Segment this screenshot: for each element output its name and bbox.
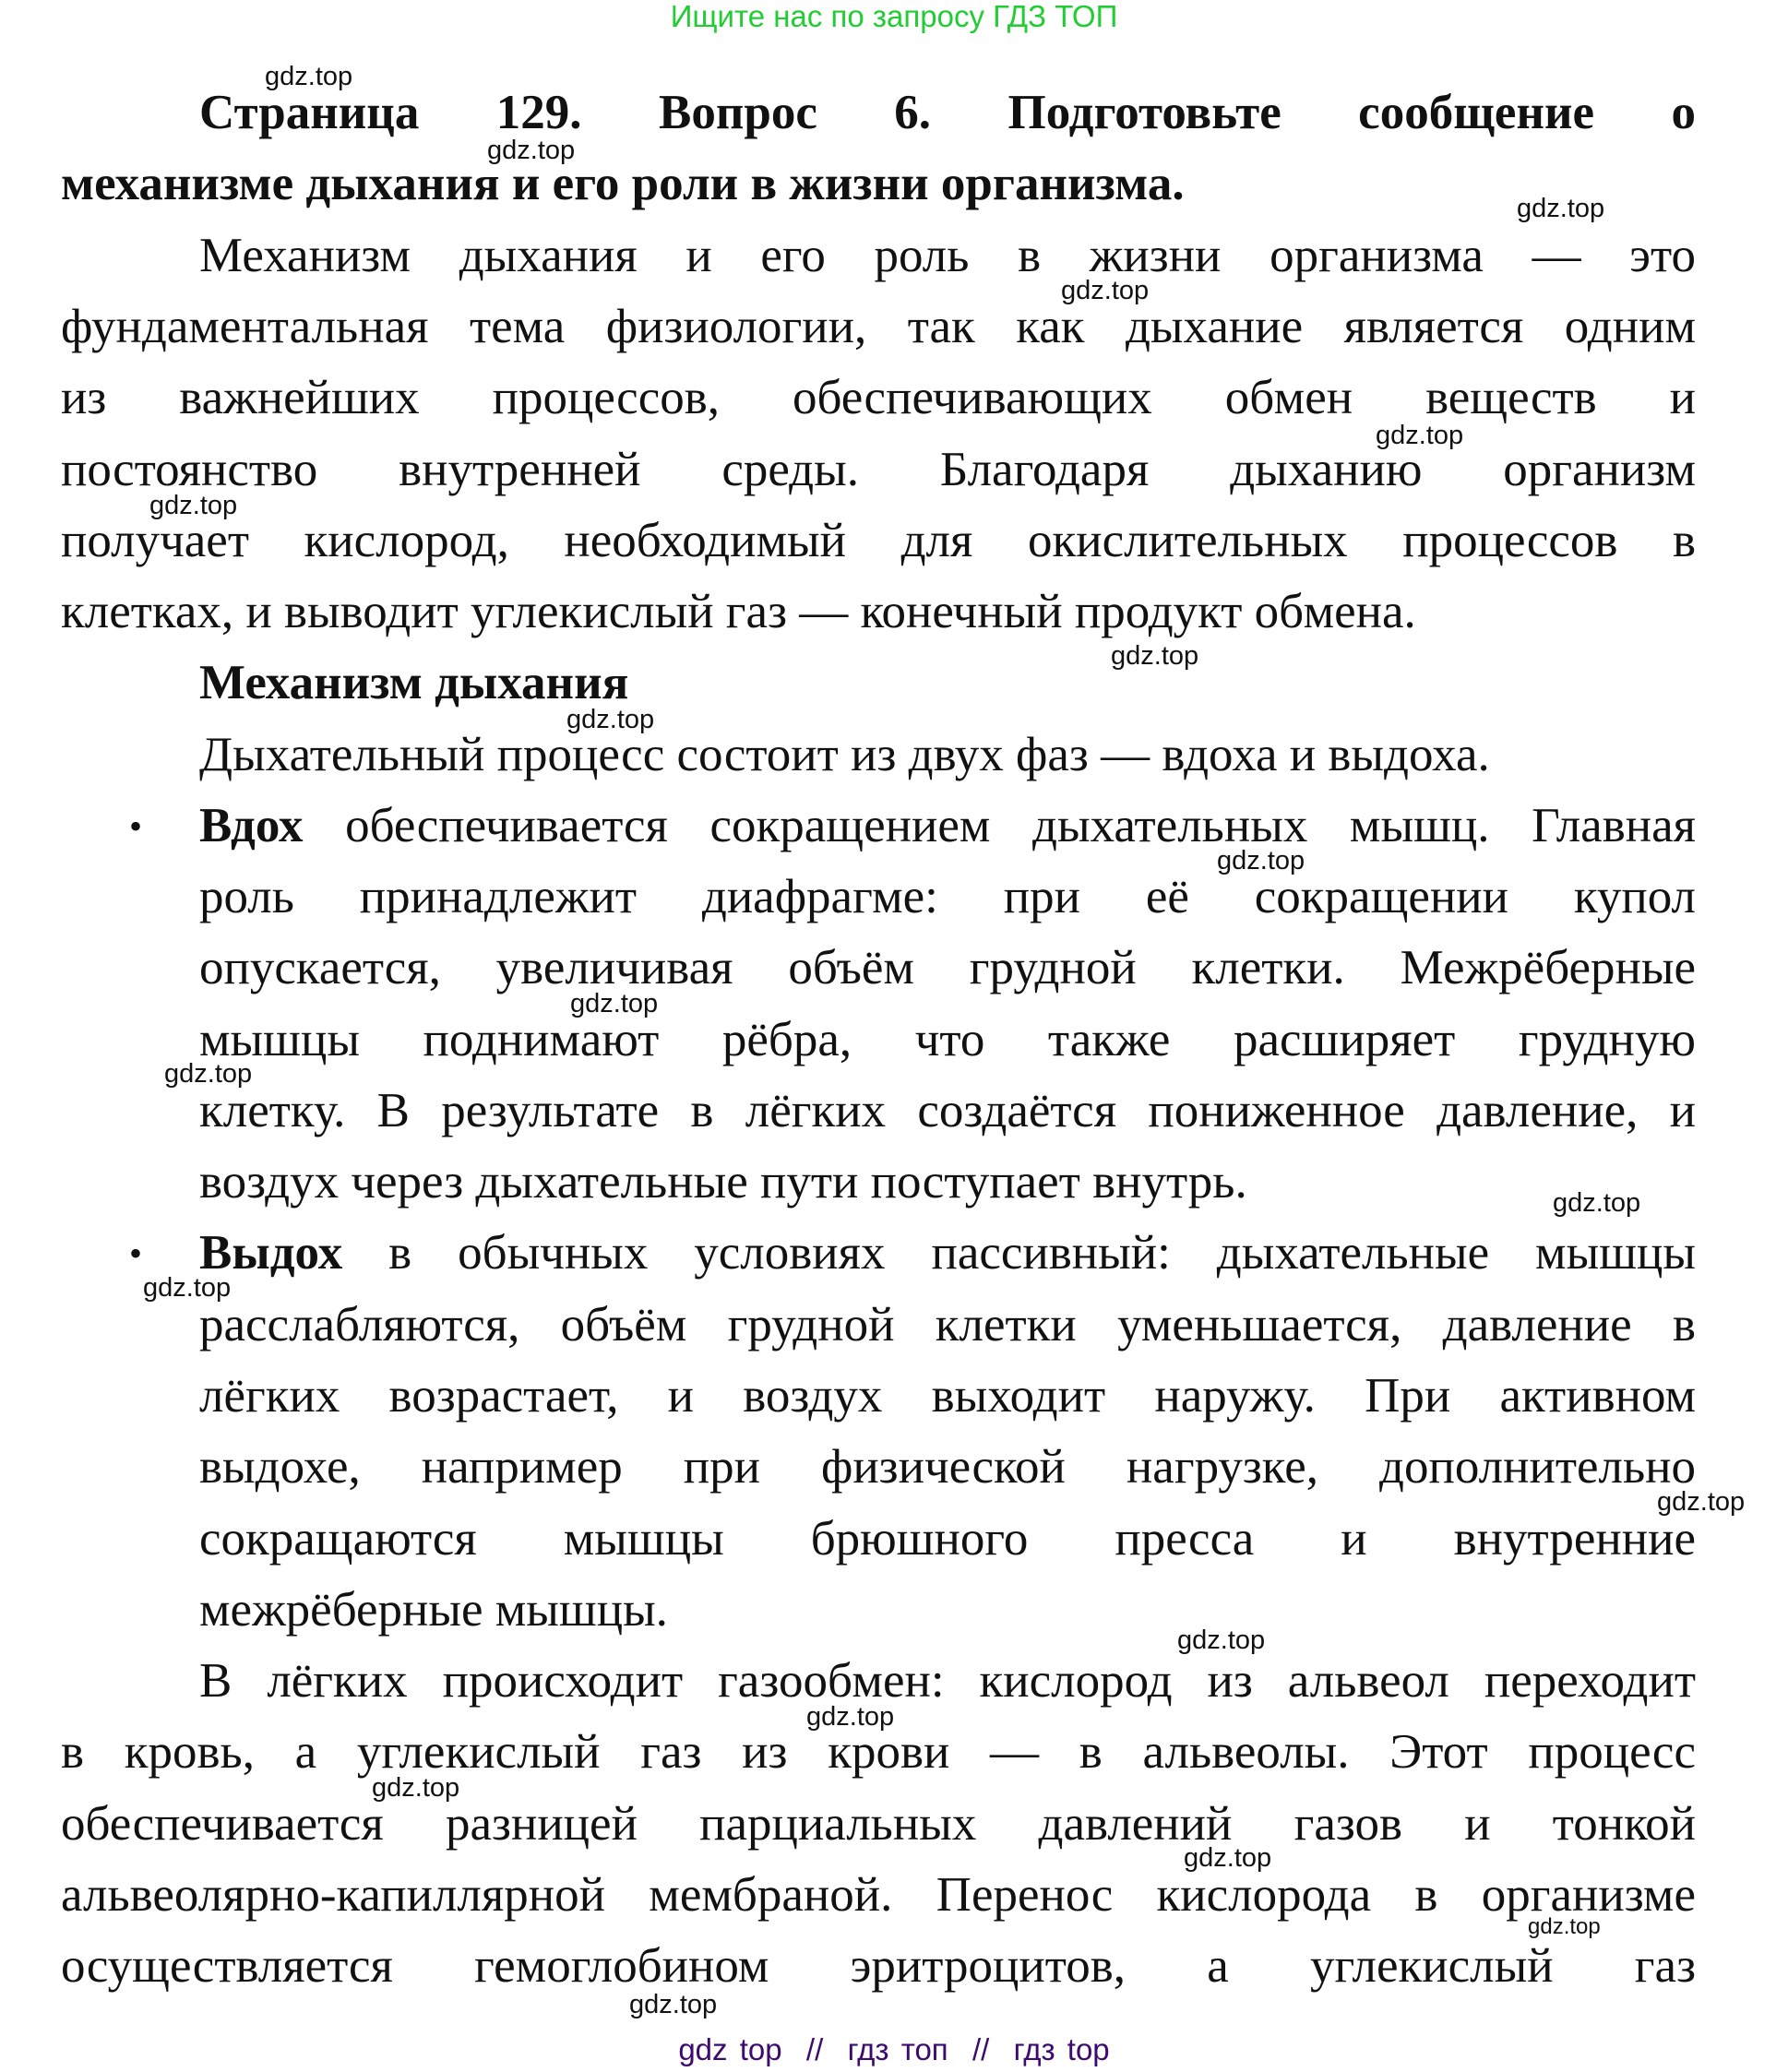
bullet-inhale-line: клетку. В результате в лёгких создаётся пониженное давление, и xyxy=(199,1084,1696,1137)
intro-line: из важнейших процессов, обеспечивающих обмен веществ и xyxy=(61,371,1696,424)
bullet-exhale-line: Выдох в обычных условиях пассивный: дыхательные мышцы xyxy=(199,1226,1696,1280)
gas-exchange-line: в кровь, а углекислый газ из крови — в альвеолы. Этот процесс xyxy=(61,1725,1696,1779)
watermark: gdz.top xyxy=(1553,1188,1641,1218)
watermark: gdz.top xyxy=(265,62,353,91)
bullet-inhale-line: опускается, увеличивая объём грудной клетки. Межрёберные xyxy=(199,941,1696,994)
watermark: gdz.top xyxy=(1376,421,1464,450)
bullet-inhale-line: роль принадлежит диафрагме: при её сокращении купол xyxy=(199,870,1696,923)
intro-line: Механизм дыхания и его роль в жизни организма — это xyxy=(199,229,1696,282)
footer-links[interactable]: gdz top // гдз топ // гдз top xyxy=(678,2032,1110,2066)
term-exhale: Выдох xyxy=(199,1226,343,1280)
watermark: gdz.top xyxy=(164,1059,253,1089)
bullet-exhale-line: выдохе, например при физической нагрузке, дополнительно xyxy=(199,1440,1696,1494)
watermark: gdz.top xyxy=(487,136,576,165)
watermark: gdz.top xyxy=(806,1702,895,1732)
watermark: gdz.top xyxy=(1061,276,1150,305)
watermark: gdz.top xyxy=(1184,1843,1272,1873)
bullet-marker: • xyxy=(129,1232,143,1274)
intro-line: получает кислород, необходимый для окислительных процессов в xyxy=(61,514,1696,567)
bullet-inhale-line: мышцы поднимают рёбра, что также расширяет грудную xyxy=(199,1013,1696,1066)
watermark: gdz.top xyxy=(1517,194,1605,223)
watermark: gdz.top xyxy=(1217,846,1305,875)
bullet-exhale-line: сокращаются мышцы брюшного пресса и внутренние xyxy=(199,1512,1696,1566)
bullet-exhale-line: расслабляются, объём грудной клетки уменьшается, давление в xyxy=(199,1298,1696,1352)
watermark: gdz.top xyxy=(629,1990,718,2019)
bullet-marker: • xyxy=(129,805,143,847)
gas-exchange-line: обеспечивается разницей парциальных давлений газов и тонкой xyxy=(61,1797,1696,1851)
watermark: gdz.top xyxy=(1111,641,1199,671)
watermark: gdz.top xyxy=(566,705,655,734)
bullet-exhale-line: лёгких возрастает, и воздух выходит наружу. При активном xyxy=(199,1369,1696,1423)
bullet-inhale-line: Вдох обеспечивается сокращением дыхательных мышц. Главная xyxy=(199,799,1696,852)
title-line-2: механизме дыхания и его роли в жизни организма. xyxy=(61,157,1185,210)
bullet-inhale-line: воздух через дыхательные пути поступает внутрь. xyxy=(199,1155,1247,1209)
watermark: gdz.top xyxy=(372,1773,460,1803)
watermark: gdz.top xyxy=(1528,1914,1601,1939)
intro-line: клетках, и выводит углекислый газ — конечный продукт обмена. xyxy=(61,585,1416,638)
gas-exchange-line: альвеолярно-капиллярной мембраной. Перенос кислорода в организме xyxy=(61,1868,1696,1922)
gas-exchange-line: осуществляется гемоглобином эритроцитов, а углекислый газ xyxy=(61,1939,1696,1993)
watermark: gdz.top xyxy=(143,1273,232,1303)
watermark: gdz.top xyxy=(570,989,659,1018)
watermark: gdz.top xyxy=(1657,1487,1746,1517)
intro-line: постоянство внутренней среды. Благодаря дыханию организм xyxy=(61,443,1696,496)
section-lead: Дыхательный процесс состоит из двух фаз — вдоха и выдоха. xyxy=(199,728,1490,781)
watermark: gdz.top xyxy=(1177,1625,1266,1655)
promo-banner[interactable]: Ищите нас по запросу ГДЗ ТОП xyxy=(670,0,1118,33)
section-heading: Механизм дыхания xyxy=(199,656,629,709)
intro-line: фундаментальная тема физиологии, так как дыхание является одним xyxy=(61,300,1696,353)
term-inhale: Вдох xyxy=(199,799,304,852)
gas-exchange-line: В лёгких происходит газообмен: кислород из альвеол переходит xyxy=(199,1654,1696,1708)
title-line-1: Страница 129. Вопрос 6. Подготовьте сообщение о xyxy=(199,86,1696,139)
bullet-exhale-line: межрёберные мышцы. xyxy=(199,1583,668,1637)
watermark: gdz.top xyxy=(149,491,238,520)
